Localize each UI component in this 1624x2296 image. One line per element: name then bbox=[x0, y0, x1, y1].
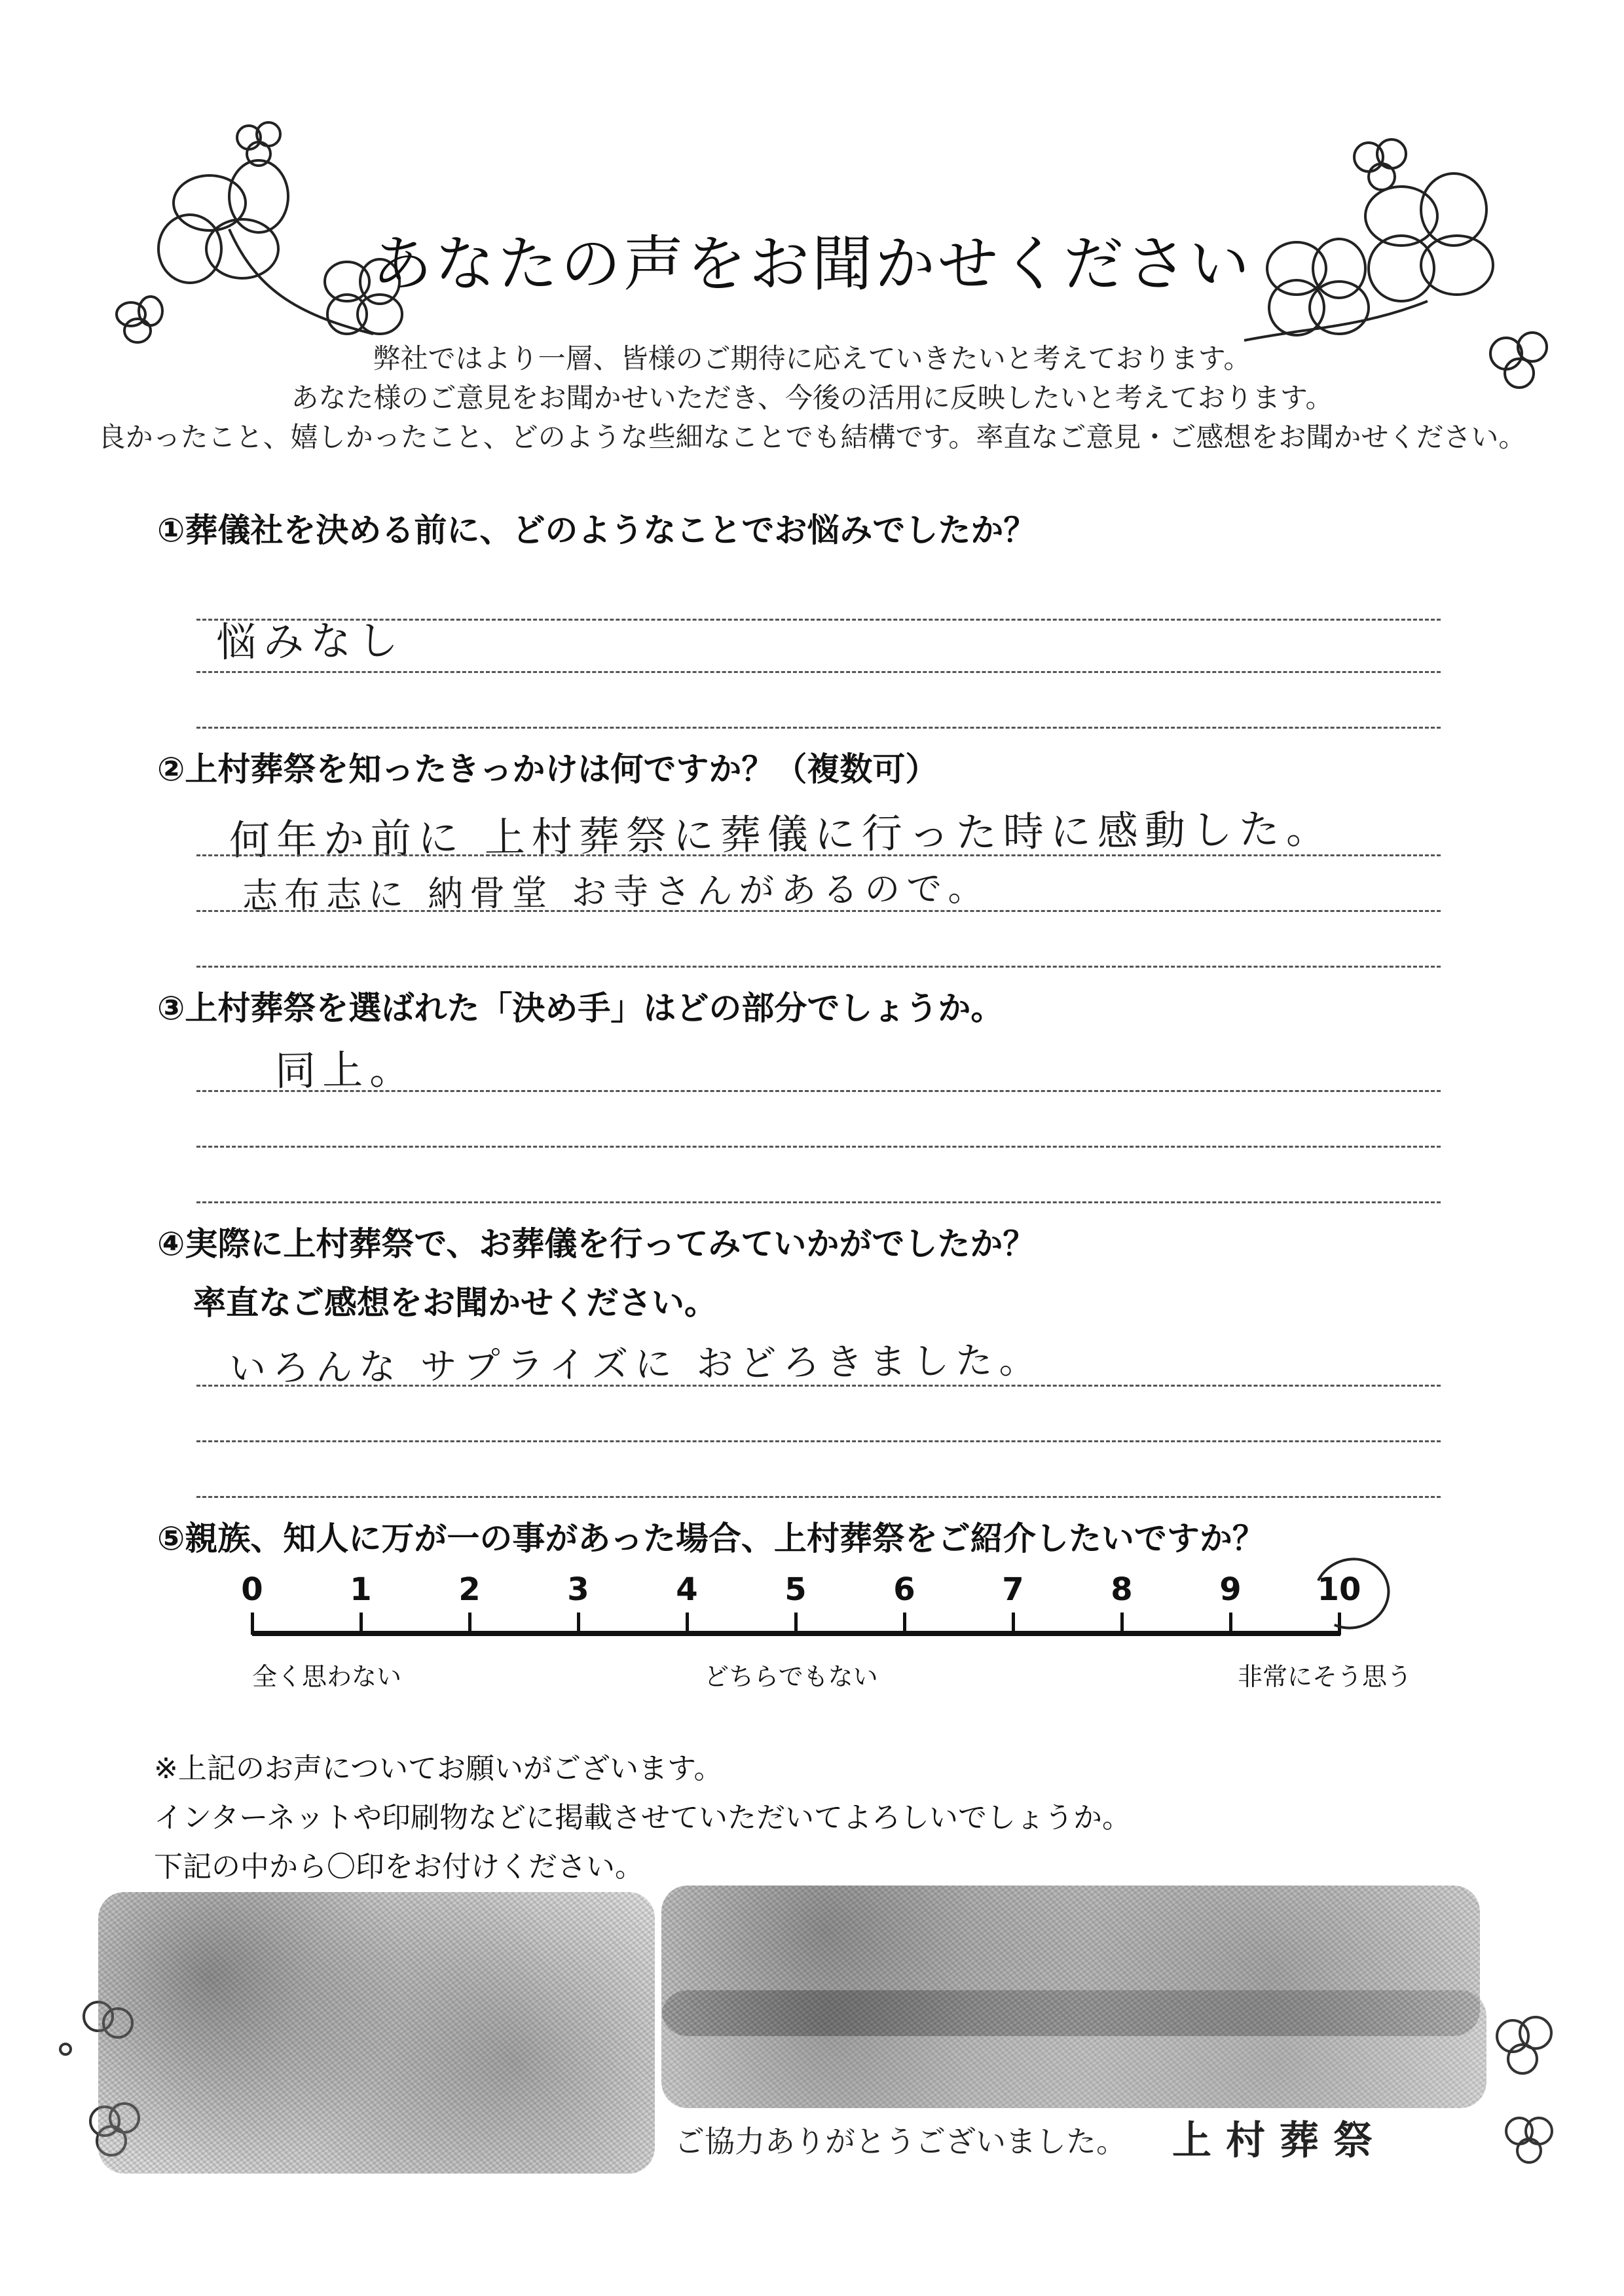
scale-tick bbox=[1012, 1613, 1015, 1635]
note-line-1: ※上記のお声についてお願いがございます。 bbox=[154, 1752, 723, 1785]
question-4-answer: いろんな サプライズに おどろきました。 bbox=[229, 1339, 1043, 1391]
answer-line bbox=[196, 966, 1441, 968]
scale-number-1: 1 bbox=[350, 1571, 372, 1608]
question-2-label: ②上村葬祭を知ったきっかけは何ですか？（複数可） bbox=[157, 750, 938, 788]
scale-tick bbox=[1120, 1613, 1124, 1635]
answer-line bbox=[196, 1385, 1441, 1387]
scale-number-2: 2 bbox=[458, 1571, 481, 1608]
scale-label-mid: どちらでもない bbox=[704, 1662, 878, 1691]
scale-number-6: 6 bbox=[893, 1571, 915, 1608]
scale-tick bbox=[794, 1613, 798, 1635]
selected-rating-circle bbox=[1303, 1547, 1400, 1640]
footer-brand: 上村葬祭 bbox=[1172, 2118, 1387, 2164]
scale-number-7: 7 bbox=[1002, 1571, 1024, 1608]
answer-line bbox=[196, 910, 1441, 912]
clover-decoration-bottom-right-icon bbox=[1473, 1997, 1591, 2167]
scale-number-4: 4 bbox=[676, 1571, 698, 1608]
intro-line-1: 弊社ではより一層、皆様のご期待に応えていきたいと考えております。 bbox=[373, 342, 1251, 374]
answer-line bbox=[196, 727, 1441, 729]
scale-number-3: 3 bbox=[567, 1571, 589, 1608]
question-4-label-line-2: 率直なご感想をお聞かせください。 bbox=[193, 1284, 717, 1322]
answer-line bbox=[196, 619, 1441, 621]
question-1-label: ①葬儀社を決める前に、どのようなことでお悩みでしたか？ bbox=[157, 511, 1037, 549]
answer-line bbox=[196, 1146, 1441, 1148]
question-2-answer-line-1: 何年か前に 上村葬祭に葬儀に行った時に感動した。 bbox=[229, 805, 1334, 864]
scale-number-9: 9 bbox=[1219, 1571, 1242, 1608]
scale-tick bbox=[903, 1613, 906, 1635]
question-3-answer: 同上。 bbox=[274, 1045, 417, 1095]
question-2-answer-line-2: 志布志に 納骨堂 お寺さんがあるので。 bbox=[242, 867, 990, 917]
question-1-answer: 悩みなし bbox=[215, 616, 405, 666]
scale-tick bbox=[1229, 1613, 1232, 1635]
redacted-area-right-bottom bbox=[661, 1990, 1486, 2108]
footer-thanks: ご協力ありがとうございました。 bbox=[674, 2124, 1126, 2159]
note-line-2: インターネットや印刷物などに掲載させていただいてよろしいでしょうか。 bbox=[154, 1801, 1132, 1834]
scale-number-5: 5 bbox=[784, 1571, 807, 1608]
scale-tick bbox=[577, 1613, 580, 1635]
scale-label-high: 非常にそう思う bbox=[1238, 1662, 1412, 1691]
answer-line bbox=[196, 1440, 1441, 1442]
question-5-label: ⑤親族、知人に万が一の事があった場合、上村葬祭をご紹介したいですか？ bbox=[157, 1520, 1265, 1558]
scale-tick bbox=[360, 1613, 363, 1635]
answer-line bbox=[196, 1201, 1441, 1203]
answer-line bbox=[196, 854, 1441, 856]
intro-line-3: 良かったこと、嬉しかったこと、どのような些細なことでも結構です。率直なご意見・ご感想をお聞かせください。 bbox=[98, 421, 1526, 453]
scale-label-low: 全く思わない bbox=[252, 1662, 402, 1691]
scale-tick bbox=[468, 1613, 471, 1635]
scale-tick bbox=[686, 1613, 689, 1635]
question-3-label: ③上村葬祭を選ばれた「決め手」はどの部分でしょうか。 bbox=[157, 989, 1004, 1027]
scale-tick bbox=[251, 1613, 254, 1635]
note-line-3: 下記の中から〇印をお付けください。 bbox=[154, 1850, 644, 1884]
answer-line bbox=[196, 1496, 1441, 1498]
redacted-area-left bbox=[98, 1892, 655, 2174]
answer-line bbox=[196, 1090, 1441, 1092]
scale-number-0: 0 bbox=[241, 1571, 263, 1608]
scale-number-8: 8 bbox=[1111, 1571, 1133, 1608]
answer-line bbox=[196, 671, 1441, 673]
page-title: あなたの声をお聞かせください bbox=[371, 229, 1252, 299]
intro-line-2: あなた様のご意見をお聞かせいただき、今後の活用に反映したいと考えております。 bbox=[291, 382, 1333, 414]
question-4-label-line-1: ④実際に上村葬祭で、お葬儀を行ってみていかがでしたか？ bbox=[157, 1225, 1036, 1263]
scale-number-10: 10 bbox=[1317, 1571, 1361, 1608]
